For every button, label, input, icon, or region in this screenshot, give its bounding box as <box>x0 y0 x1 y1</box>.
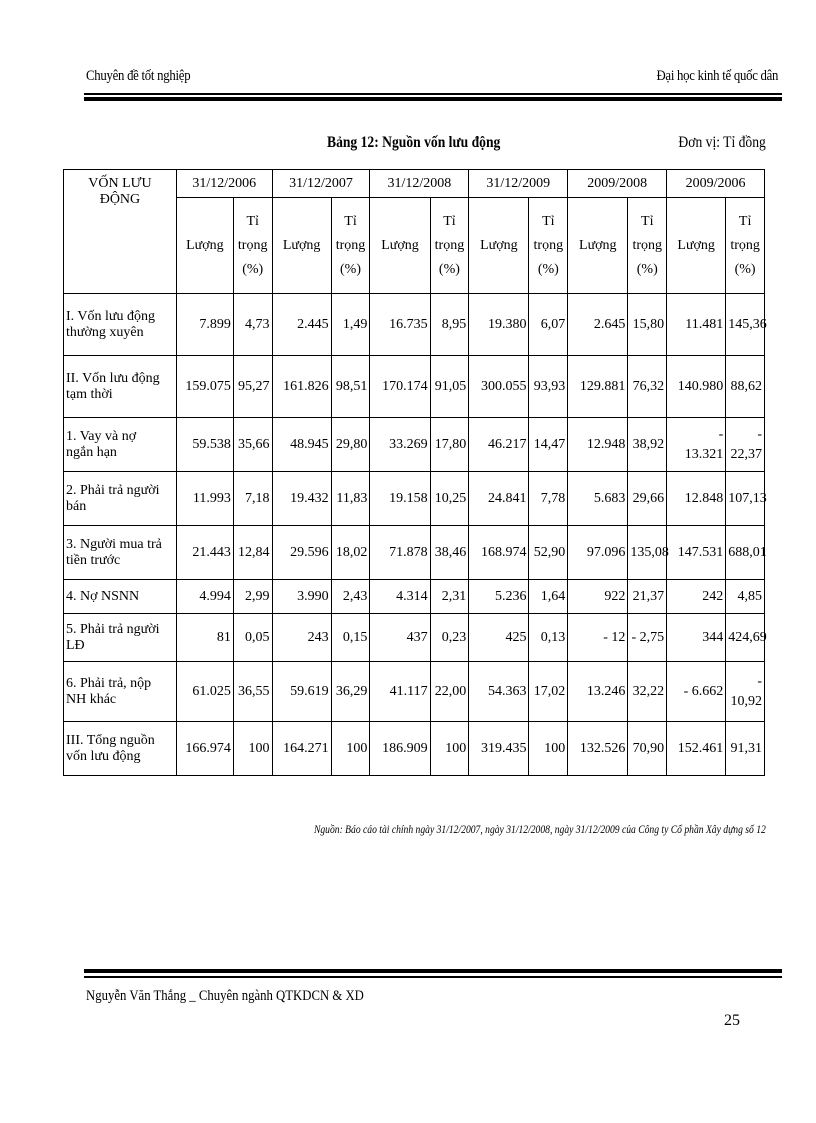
value-cell: 100 <box>529 722 568 776</box>
row-label-line: 2. Phải trả người <box>66 482 160 498</box>
value-cell: 166.974 <box>176 722 233 776</box>
value-cell: 17,02 <box>529 662 568 722</box>
value-cell: 61.025 <box>176 662 233 722</box>
row-label-line: III. Tổng nguồn <box>66 732 155 748</box>
value-cell: 107,13 <box>726 472 765 526</box>
value-cell: 140.980 <box>667 356 726 418</box>
value-cell: 243 <box>272 614 331 662</box>
period-header: 31/12/2007 <box>272 170 370 198</box>
value-cell: 12,84 <box>233 526 272 580</box>
value-cell: 21.443 <box>176 526 233 580</box>
table-row <box>64 662 765 722</box>
value-cell: 186.909 <box>370 722 430 776</box>
share-subheader-line: (%) <box>734 261 756 277</box>
row-label-line: II. Vốn lưu động <box>66 370 160 386</box>
value-cell: 38,46 <box>430 526 469 580</box>
table-row <box>64 418 765 472</box>
value-cell: 16.735 <box>370 294 430 356</box>
value-cell: 52,90 <box>529 526 568 580</box>
row-label <box>64 526 177 580</box>
value-cell: - 22,37 <box>726 418 765 472</box>
value-cell: 100 <box>331 722 370 776</box>
table-unit: Đơn vị: Tỉ đồng <box>678 134 766 151</box>
value-cell: 15,80 <box>628 294 667 356</box>
row-label <box>64 356 177 418</box>
value-cell: 2,31 <box>430 580 469 614</box>
row-label-line: tiền trước <box>66 552 121 568</box>
share-subheader <box>726 198 765 294</box>
value-cell: 437 <box>370 614 430 662</box>
table-row <box>64 614 765 662</box>
period-header: 2009/2008 <box>568 170 667 198</box>
value-cell: 29,80 <box>331 418 370 472</box>
value-cell: 4.314 <box>370 580 430 614</box>
value-cell: 33.269 <box>370 418 430 472</box>
page-number: 25 <box>724 1012 740 1029</box>
period-header: 31/12/2006 <box>176 170 272 198</box>
header-right: Đại học kinh tế quốc dân <box>656 68 778 84</box>
share-subheader-line: Tỉ <box>246 213 259 229</box>
value-cell: 4,85 <box>726 580 765 614</box>
row-label-line: I. Vốn lưu động <box>66 308 155 324</box>
value-cell: 2.645 <box>568 294 628 356</box>
value-cell: 13.246 <box>568 662 628 722</box>
value-cell: 688,01 <box>726 526 765 580</box>
value-cell: 70,90 <box>628 722 667 776</box>
value-cell: 344 <box>667 614 726 662</box>
value-cell: 36,29 <box>331 662 370 722</box>
period-header: 2009/2006 <box>667 170 765 198</box>
value-cell: 76,32 <box>628 356 667 418</box>
row-label-line: 1. Vay và nợ <box>66 428 137 444</box>
value-cell: 1,64 <box>529 580 568 614</box>
row-header-cell <box>64 170 177 294</box>
source-note: Nguồn: Báo cáo tài chính ngày 31/12/2007, ngày 31/12/2008, ngày 31/12/2009 của Công ty Cổ phần Xây dựng số 12 <box>314 822 766 836</box>
amount-subheader: Lượng <box>370 198 430 294</box>
value-cell: 168.974 <box>469 526 529 580</box>
footer-rule-thin <box>84 976 782 978</box>
share-subheader <box>628 198 667 294</box>
value-cell: 88,62 <box>726 356 765 418</box>
share-subheader-line: trọng <box>533 237 564 253</box>
share-subheader-line: Tỉ <box>641 213 654 229</box>
value-cell: 319.435 <box>469 722 529 776</box>
value-cell: 100 <box>430 722 469 776</box>
share-subheader-line: trọng <box>335 237 366 253</box>
row-label-line: 6. Phải trả, nộp <box>66 675 152 691</box>
share-subheader-line: Tỉ <box>542 213 555 229</box>
value-cell: - 12 <box>568 614 628 662</box>
share-subheader-line: trọng <box>632 237 663 253</box>
header-rule-thick <box>84 97 782 101</box>
amount-subheader: Lượng <box>176 198 233 294</box>
value-cell: 54.363 <box>469 662 529 722</box>
period-header: 31/12/2009 <box>469 170 568 198</box>
value-cell: 91,05 <box>430 356 469 418</box>
footer-rule-thick <box>84 969 782 973</box>
row-label-line: vốn lưu động <box>66 748 141 764</box>
row-label-line: ngắn hạn <box>66 444 117 460</box>
value-cell: 4.994 <box>176 580 233 614</box>
header-left: Chuyên đề tốt nghiệp <box>86 68 191 84</box>
value-cell: 19.380 <box>469 294 529 356</box>
share-subheader-line: Tỉ <box>344 213 357 229</box>
row-label-line: NH khác <box>66 691 117 707</box>
value-cell: 132.526 <box>568 722 628 776</box>
value-cell: 11,83 <box>331 472 370 526</box>
share-subheader-line: (%) <box>537 261 559 277</box>
value-cell: 35,66 <box>233 418 272 472</box>
value-cell: 100 <box>233 722 272 776</box>
row-header-line-2: ĐỘNG <box>99 192 141 207</box>
value-cell: 38,92 <box>628 418 667 472</box>
value-cell: 300.055 <box>469 356 529 418</box>
value-cell: 5.236 <box>469 580 529 614</box>
share-subheader-line: Tỉ <box>738 213 752 229</box>
value-cell: 145,36 <box>726 294 765 356</box>
share-subheader <box>331 198 370 294</box>
row-label <box>64 580 177 614</box>
value-cell: 2,43 <box>331 580 370 614</box>
value-cell: 159.075 <box>176 356 233 418</box>
value-cell: 19.432 <box>272 472 331 526</box>
share-subheader-line: (%) <box>340 261 362 277</box>
value-cell: 8,95 <box>430 294 469 356</box>
value-cell: 152.461 <box>667 722 726 776</box>
row-label <box>64 294 177 356</box>
value-cell: 17,80 <box>430 418 469 472</box>
row-label <box>64 722 177 776</box>
value-cell: 36,55 <box>233 662 272 722</box>
value-cell: 135,08 <box>628 526 667 580</box>
value-cell: 0,13 <box>529 614 568 662</box>
value-cell: 424,69 <box>726 614 765 662</box>
row-header-line-1: VỐN LƯU <box>88 176 152 191</box>
value-cell: 10,25 <box>430 472 469 526</box>
value-cell: 41.117 <box>370 662 430 722</box>
share-subheader-line: (%) <box>636 261 658 277</box>
value-cell: 129.881 <box>568 356 628 418</box>
value-cell: 0,23 <box>430 614 469 662</box>
value-cell: 7,18 <box>233 472 272 526</box>
value-cell: - 2,75 <box>628 614 667 662</box>
value-cell: 164.271 <box>272 722 331 776</box>
value-cell: - 10,92 <box>726 662 765 722</box>
value-cell: 91,31 <box>726 722 765 776</box>
row-label-line: 4. Nợ NSNN <box>66 588 140 604</box>
value-cell: 59.619 <box>272 662 331 722</box>
value-cell: 3.990 <box>272 580 331 614</box>
value-cell: 95,27 <box>233 356 272 418</box>
value-cell: 7.899 <box>176 294 233 356</box>
row-label-line: bán <box>66 498 87 514</box>
amount-subheader: Lượng <box>667 198 726 294</box>
value-cell: 93,93 <box>529 356 568 418</box>
share-subheader-line: trọng <box>434 237 465 253</box>
header-rule-thin <box>84 93 782 95</box>
value-cell: 2,99 <box>233 580 272 614</box>
value-cell: 81 <box>176 614 233 662</box>
value-cell: 29.596 <box>272 526 331 580</box>
value-cell: 22,00 <box>430 662 469 722</box>
amount-subheader: Lượng <box>568 198 628 294</box>
row-label <box>64 472 177 526</box>
value-cell: 12.948 <box>568 418 628 472</box>
table-row <box>64 722 765 776</box>
row-label-line: tạm thời <box>66 386 113 402</box>
value-cell: 98,51 <box>331 356 370 418</box>
value-cell: 11.993 <box>176 472 233 526</box>
row-label-line: 5. Phải trả người <box>66 621 160 637</box>
value-cell: 6,07 <box>529 294 568 356</box>
row-label-line: LĐ <box>66 637 85 653</box>
value-cell: 11.481 <box>667 294 726 356</box>
value-cell: 0,05 <box>233 614 272 662</box>
value-cell: 170.174 <box>370 356 430 418</box>
table-row <box>64 526 765 580</box>
value-cell: 97.096 <box>568 526 628 580</box>
row-label-line: thường xuyên <box>66 324 144 340</box>
value-cell: 46.217 <box>469 418 529 472</box>
row-label <box>64 614 177 662</box>
share-subheader <box>430 198 469 294</box>
share-subheader-line: trọng <box>237 237 268 253</box>
value-cell: 14,47 <box>529 418 568 472</box>
value-cell: 24.841 <box>469 472 529 526</box>
row-label <box>64 662 177 722</box>
share-subheader <box>233 198 272 294</box>
value-cell: 59.538 <box>176 418 233 472</box>
value-cell: 48.945 <box>272 418 331 472</box>
value-cell: 922 <box>568 580 628 614</box>
value-cell: 12.848 <box>667 472 726 526</box>
value-cell: 4,73 <box>233 294 272 356</box>
value-cell: 425 <box>469 614 529 662</box>
table-title: Bảng 12: Nguồn vốn lưu động <box>327 134 501 151</box>
share-subheader <box>529 198 568 294</box>
share-subheader-line: Tỉ <box>443 213 456 229</box>
value-cell: 18,02 <box>331 526 370 580</box>
value-cell: 1,49 <box>331 294 370 356</box>
value-cell: 7,78 <box>529 472 568 526</box>
table-row <box>64 294 765 356</box>
share-subheader-line: (%) <box>438 261 460 277</box>
working-capital-table <box>63 169 765 776</box>
amount-subheader: Lượng <box>469 198 529 294</box>
footer-author: Nguyễn Văn Thắng _ Chuyên ngành QTKDCN & XD <box>86 988 364 1004</box>
value-cell: 0,15 <box>331 614 370 662</box>
table-row <box>64 472 765 526</box>
value-cell: 242 <box>667 580 726 614</box>
value-cell: 29,66 <box>628 472 667 526</box>
value-cell: 147.531 <box>667 526 726 580</box>
value-cell: 161.826 <box>272 356 331 418</box>
value-cell: - 13.321 <box>667 418 726 472</box>
period-header: 31/12/2008 <box>370 170 469 198</box>
amount-subheader: Lượng <box>272 198 331 294</box>
value-cell: 5.683 <box>568 472 628 526</box>
share-subheader-line: trọng <box>730 237 760 253</box>
value-cell: - 6.662 <box>667 662 726 722</box>
table-row <box>64 356 765 418</box>
row-label-line: 3. Người mua trả <box>66 536 162 552</box>
table-row <box>64 580 765 614</box>
row-label <box>64 418 177 472</box>
value-cell: 19.158 <box>370 472 430 526</box>
share-subheader-line: (%) <box>242 261 264 277</box>
value-cell: 21,37 <box>628 580 667 614</box>
value-cell: 2.445 <box>272 294 331 356</box>
value-cell: 32,22 <box>628 662 667 722</box>
value-cell: 71.878 <box>370 526 430 580</box>
